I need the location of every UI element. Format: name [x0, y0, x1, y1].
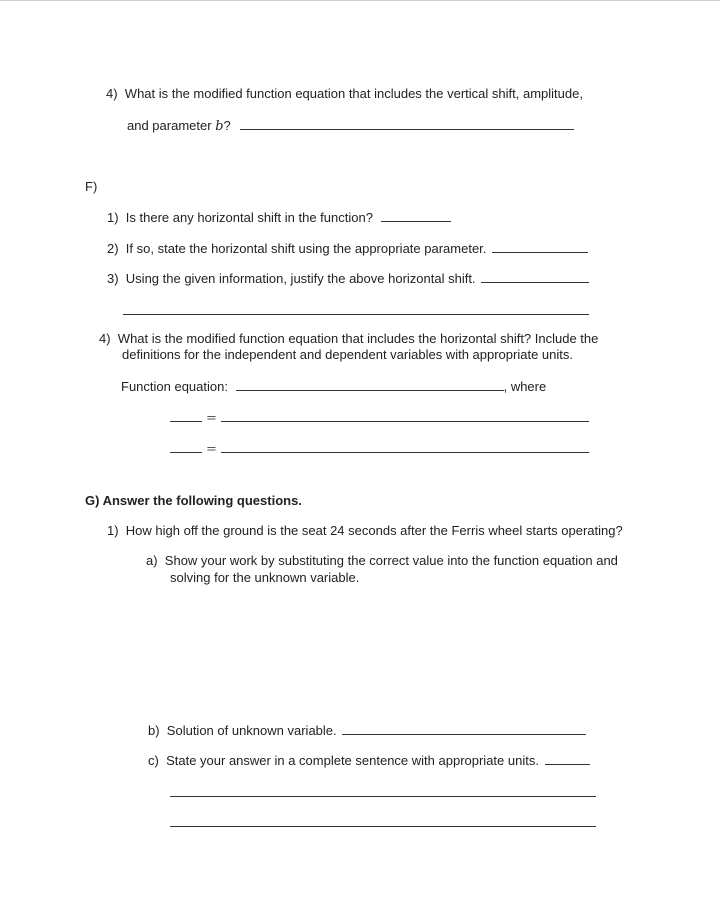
g-q1-b-label: b): [148, 723, 160, 738]
g-q1-text: How high off the ground is the seat 24 seconds after the Ferris wheel starts operating?: [125, 523, 623, 538]
where-label: , where: [503, 379, 547, 394]
g-q1-c: [148, 752, 590, 769]
f-q3-answer-blank[interactable]: [481, 270, 589, 283]
g-q1-a-line1: [146, 553, 618, 569]
g-q1-a-label: a): [146, 553, 158, 568]
equals-sign-2: =: [206, 442, 217, 457]
f-q4-line2: definitions for the independent and dependent variables with appropriate units.: [122, 347, 573, 362]
g-q1-b: [148, 722, 586, 739]
g-q1-a-line2: solving for the unknown variable.: [170, 570, 360, 585]
f-q2: [107, 240, 588, 257]
variable-2-blank[interactable]: [170, 440, 202, 453]
e-q4-param-b: b: [215, 119, 224, 134]
f-q4-number: 4): [99, 331, 111, 346]
variable-1-blank[interactable]: [170, 409, 202, 422]
f-q3-number: 3): [107, 271, 119, 286]
f-q1-number: 1): [107, 210, 119, 225]
f-q4-function-row: [121, 378, 546, 395]
section-g-heading: G) Answer the following questions.: [85, 493, 302, 508]
page-top-border: [0, 0, 720, 1]
e-q4-text: What is the modified function equation that includes the vertical shift, amplitude,: [124, 86, 583, 101]
variable-1-definition-blank[interactable]: [221, 409, 589, 422]
g-q1-b-text: Solution of unknown variable.: [166, 723, 337, 738]
g-q1: [107, 523, 623, 539]
equals-sign-1: =: [206, 411, 217, 426]
g-q1-number: 1): [107, 523, 119, 538]
f-q2-number: 2): [107, 241, 119, 256]
variable-definition-row-1: [170, 409, 589, 427]
g-q1-c-text: State your answer in a complete sentence with appropriate units.: [166, 753, 539, 768]
variable-definition-row-2: [170, 440, 589, 458]
f-q3-answer-line2[interactable]: [123, 302, 589, 315]
f-q3: [107, 270, 589, 287]
f-q1: [107, 209, 451, 226]
f-q2-text: If so, state the horizontal shift using the appropriate parameter.: [125, 241, 487, 256]
g-q1-c-answer-line3[interactable]: [170, 814, 596, 827]
f-q1-text: Is there any horizontal shift in the function?: [125, 210, 373, 225]
function-equation-label: Function equation:: [121, 379, 228, 394]
section-f-label: F): [85, 179, 98, 194]
g-q1-b-answer-blank[interactable]: [342, 722, 586, 735]
e-q4-answer-blank[interactable]: [240, 117, 574, 130]
f-q4-line1: [99, 331, 598, 347]
f-q2-answer-blank[interactable]: [492, 240, 588, 253]
e-q4-param-suffix: ?: [223, 118, 231, 133]
g-q1-c-answer-blank[interactable]: [545, 752, 590, 765]
g-q1-c-label: c): [148, 753, 159, 768]
g-q1-c-answer-line2[interactable]: [170, 784, 596, 797]
e-q4-number: 4): [106, 86, 118, 101]
f-q1-answer-blank[interactable]: [381, 209, 451, 222]
e-q4-param-prefix: and parameter: [127, 118, 212, 133]
f-q4-text: What is the modified function equation that includes the horizontal shift? Include the: [117, 331, 599, 346]
variable-2-definition-blank[interactable]: [221, 440, 589, 453]
e-q4-line1: [106, 86, 583, 102]
f-q3-text: Using the given information, justify the above horizontal shift.: [125, 271, 476, 286]
g-q1-a-text: Show your work by substituting the correct value into the function equation and: [164, 553, 618, 568]
function-equation-blank[interactable]: [236, 378, 504, 391]
e-q4-line2: [127, 117, 574, 135]
